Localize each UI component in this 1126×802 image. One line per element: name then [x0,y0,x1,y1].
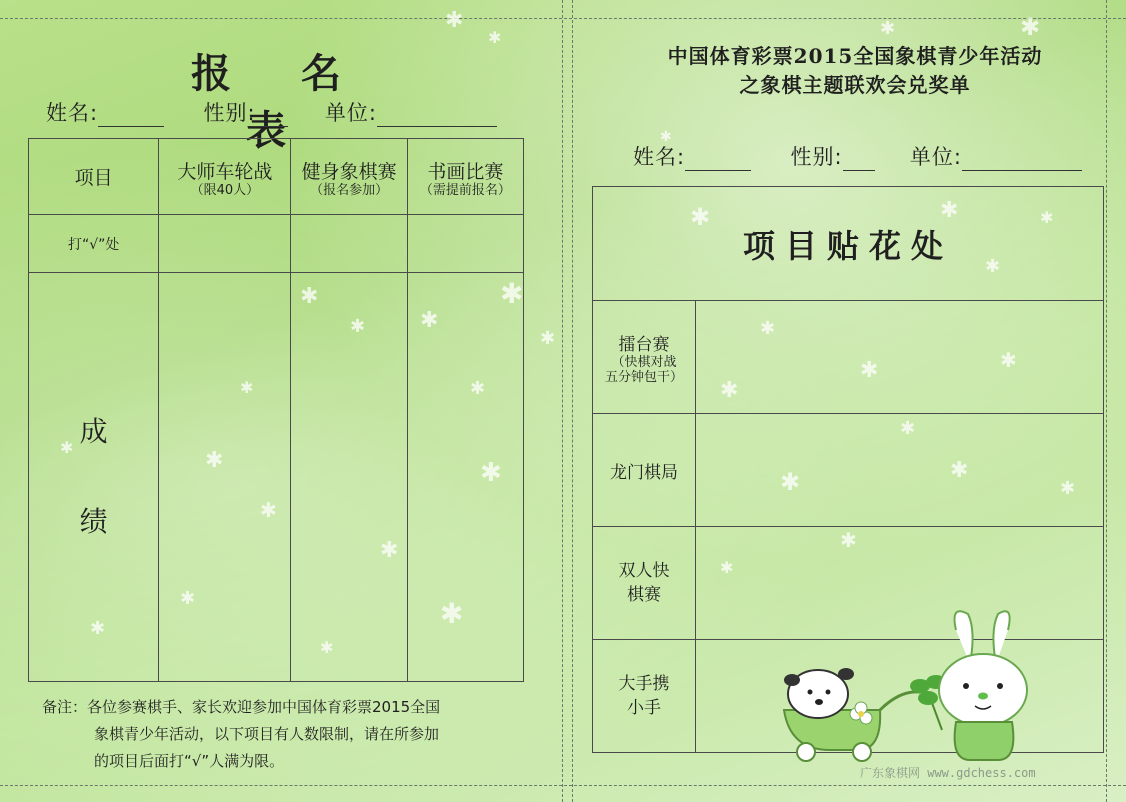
redemption-title-line-2: 之象棋主题联欢会兑奖单 [739,73,971,97]
event-header-3: 书画比赛 （需提前报名） [407,139,523,215]
event-header-2: 健身象棋赛 （报名参加） [291,139,407,215]
gender-label: 性别: [203,101,256,125]
name-label: 姓名: [633,145,686,169]
watermark: 广东象棋网 www.gdchess.com [860,766,1036,780]
score-cell-3[interactable] [407,273,523,682]
unit-label: 单位: [324,101,377,125]
col-project-header: 项目 [29,139,159,215]
event-row-label-2: 龙门棋局 [593,414,696,527]
redemption-title [600,42,1110,100]
gender-label: 性别: [790,145,843,169]
left-info-row [46,97,497,127]
event-header-1: 大师车轮战 （限40人） [159,139,291,215]
note-line-2: 象棋青少年活动，以下项目有人数限制，请在所参加 [94,725,440,743]
sticker-cell-2[interactable] [696,414,1104,527]
gender-field[interactable] [256,106,288,127]
score-cell-2[interactable] [291,273,407,682]
unit-field[interactable] [962,150,1082,171]
redemption-title-line-1: 中国体育彩票2015全国象棋青少年活动 [667,44,1043,68]
bottom-cut-line [0,785,1126,786]
name-field[interactable] [685,150,751,171]
unit-label: 单位: [909,145,962,169]
event-row-label-3: 双人快 棋赛 [593,527,696,640]
top-cut-line [0,18,1126,19]
fold-line-right [572,0,573,802]
registration-form-title: 报 名 表 [191,50,369,154]
name-field[interactable] [98,106,164,127]
unit-field[interactable] [377,106,497,127]
right-cut-line [1106,0,1107,802]
score-cell-1[interactable] [159,273,291,682]
gender-field[interactable] [843,150,875,171]
score-label: 成 绩 [29,273,159,682]
fold-line-left [562,0,563,802]
registration-table [28,138,524,682]
event-row-label-4: 大手携 小手 [593,640,696,753]
note-line-3: 的项目后面打“√”人满为限。 [94,752,285,770]
check-cell-2[interactable] [291,215,407,273]
registration-note [42,694,512,775]
bunny-cart-illustration [770,610,1070,770]
name-label: 姓名: [46,101,99,125]
check-cell-3[interactable] [407,215,523,273]
sticker-area-header: 项目贴花处 [593,187,1104,301]
event-row-label-1: 擂台赛 （快棋对战 五分钟包干） [593,301,696,414]
right-info-row [633,141,1082,171]
sticker-cell-1[interactable] [696,301,1104,414]
bunny-icon [939,611,1027,760]
note-line-1: 备注：各位参赛棋手、家长欢迎参加中国体育彩票2015全国 [42,698,441,716]
check-row-label: 打“√”处 [29,215,159,273]
check-cell-1[interactable] [159,215,291,273]
